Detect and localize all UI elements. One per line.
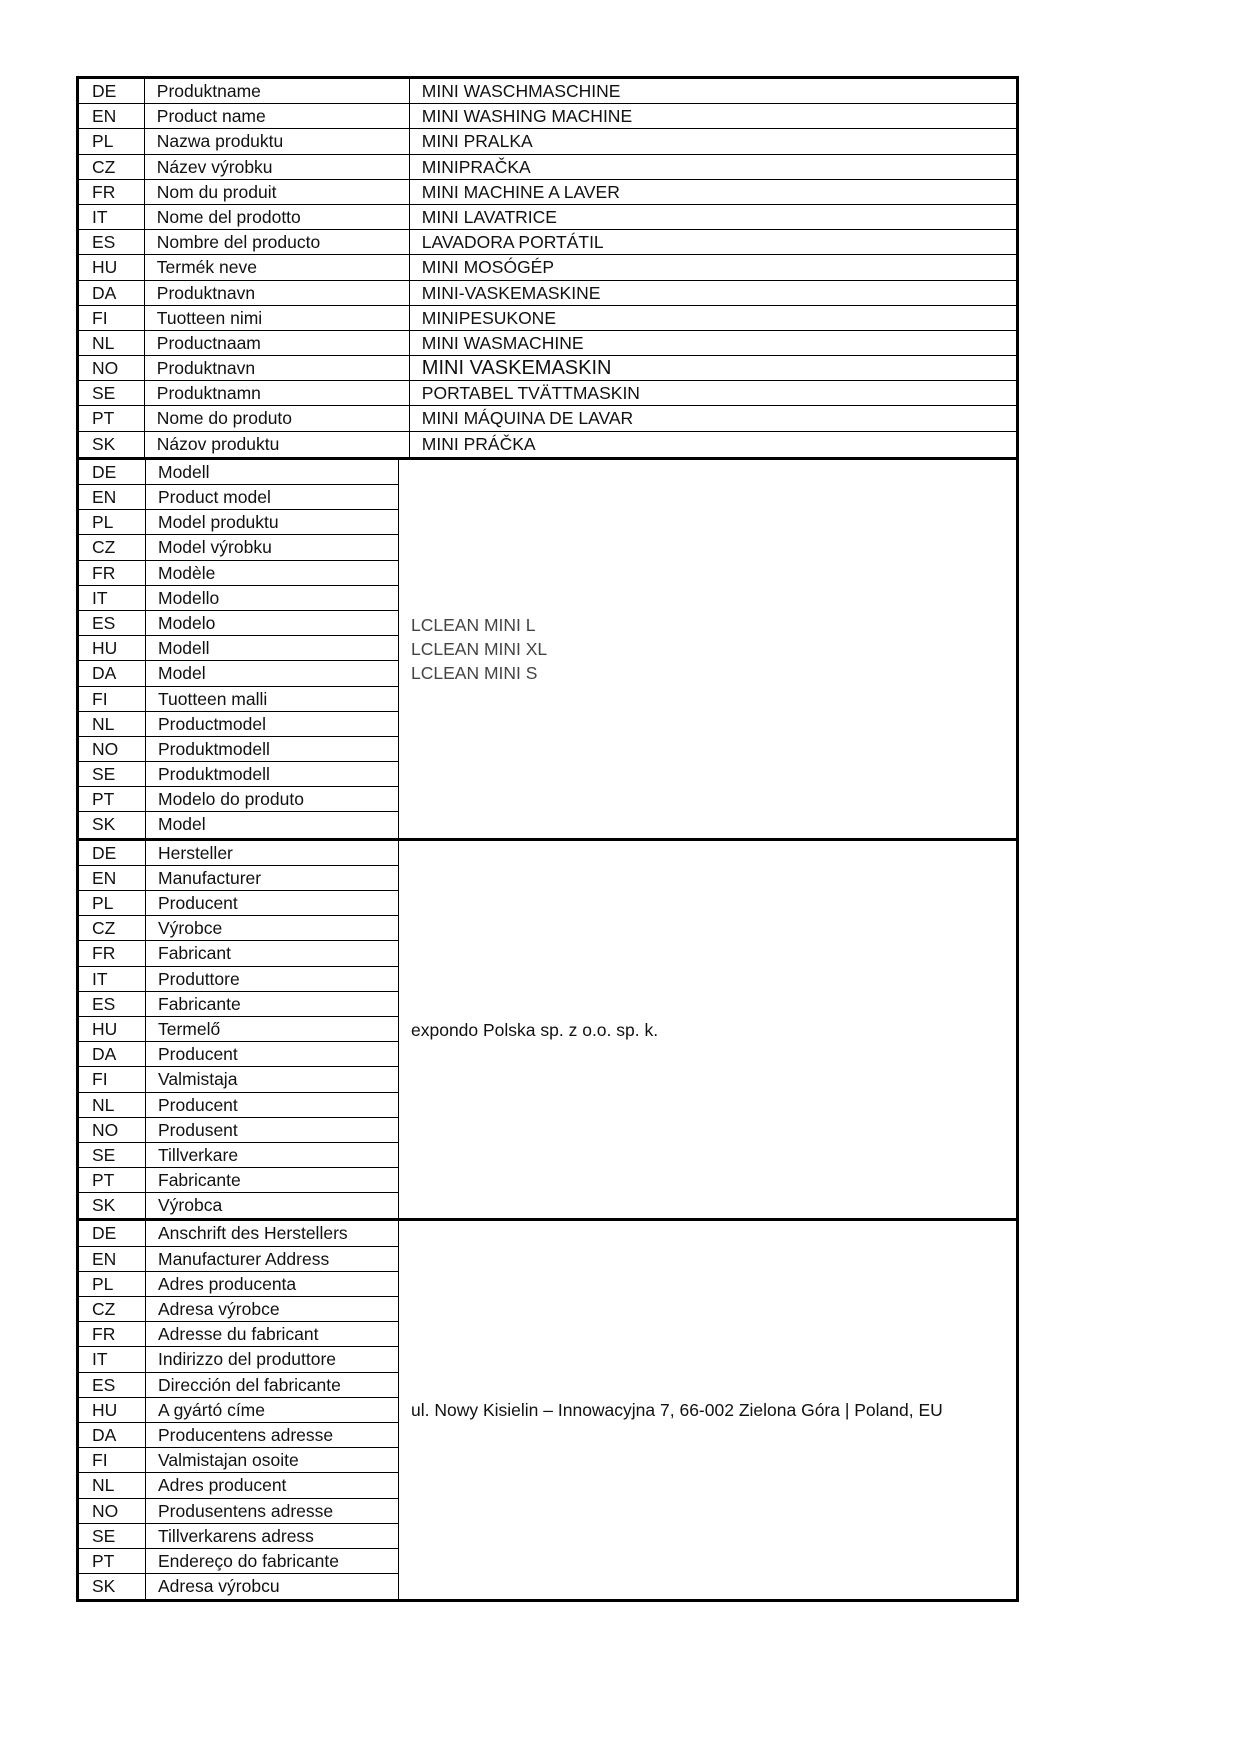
product-name-value: MINIPRAČKA <box>409 155 1016 179</box>
row-label: Valmistaja <box>158 1069 238 1090</box>
row-label: Modèle <box>158 562 216 583</box>
row-label: Manufacturer Address <box>158 1248 330 1269</box>
row-label: Modello <box>158 587 220 608</box>
table-row <box>79 1017 398 1042</box>
language-code: SE <box>79 1524 146 1548</box>
row-label: Hersteller <box>158 842 233 863</box>
language-code: PL <box>79 129 145 153</box>
row-label: Produsent <box>158 1119 238 1140</box>
table-row <box>79 891 398 916</box>
product-name-section <box>79 79 1016 460</box>
row-label: Nome del prodotto <box>156 206 301 227</box>
language-code: IT <box>79 1347 146 1371</box>
table-row <box>79 1247 398 1272</box>
row-label: Názov produktu <box>156 433 280 454</box>
language-code: PL <box>79 891 146 915</box>
table-row <box>79 205 1016 230</box>
table-row <box>79 432 1016 457</box>
row-label: Nazwa produktu <box>156 131 284 152</box>
table-row <box>79 992 398 1017</box>
row-label: Valmistajan osoite <box>158 1450 299 1471</box>
table-row <box>79 1473 398 1498</box>
row-label: Adresa výrobcu <box>158 1576 280 1597</box>
language-code: FI <box>79 687 146 711</box>
language-code: PT <box>79 406 145 430</box>
table-row <box>79 687 398 712</box>
row-label: Endereço do fabricante <box>158 1550 339 1571</box>
table-row <box>79 306 1016 331</box>
language-code: SE <box>79 381 145 405</box>
language-code: HU <box>79 1017 146 1041</box>
row-label: Model produktu <box>158 512 279 533</box>
row-label: Manufacturer <box>158 867 262 888</box>
language-code: IT <box>79 205 145 229</box>
language-code: SK <box>79 1574 146 1599</box>
product-name-value: MINI MÁQUINA DE LAVAR <box>409 406 1016 430</box>
table-row <box>79 331 1016 356</box>
language-code: PT <box>79 787 146 811</box>
language-code: ES <box>79 611 146 635</box>
table-row <box>79 1373 398 1398</box>
language-code: FR <box>79 561 146 585</box>
language-code: HU <box>79 636 146 660</box>
table-row <box>79 180 1016 205</box>
row-label: Produsentens adresse <box>158 1500 334 1521</box>
row-label: Výrobca <box>158 1195 223 1216</box>
table-row <box>79 1272 398 1297</box>
table-row <box>79 381 1016 406</box>
language-code: HU <box>79 1398 146 1422</box>
row-label: Tuotteen malli <box>158 688 268 709</box>
model-values <box>399 460 1016 838</box>
language-code: SE <box>79 762 146 786</box>
row-label: Indirizzo del produttore <box>158 1349 337 1370</box>
table-row <box>79 1168 398 1193</box>
table-row <box>79 510 398 535</box>
row-label: Adresse du fabricant <box>158 1324 319 1345</box>
table-row <box>79 967 398 992</box>
row-label: Název výrobku <box>156 156 273 177</box>
product-name-value: MINI WASHING MACHINE <box>409 104 1016 128</box>
row-label: Produktmodell <box>158 738 270 759</box>
table-row <box>79 1347 398 1372</box>
address-section <box>79 1221 1016 1599</box>
row-label: Modelo do produto <box>158 789 304 810</box>
table-row <box>79 1118 398 1143</box>
language-code: SE <box>79 1143 146 1167</box>
table-row <box>79 281 1016 306</box>
table-row <box>79 230 1016 255</box>
language-code: FR <box>79 180 145 204</box>
language-code: NO <box>79 737 146 761</box>
product-name-value: MINI WASMACHINE <box>409 331 1016 355</box>
language-code: ES <box>79 230 145 254</box>
row-label: Dirección del fabricante <box>158 1374 341 1395</box>
address-value-cell <box>399 1221 1016 1599</box>
language-code: DA <box>79 1042 146 1066</box>
row-label: Model <box>158 814 206 835</box>
language-code: NL <box>79 1473 146 1497</box>
language-code: EN <box>79 866 146 890</box>
table-row <box>79 1448 398 1473</box>
table-row <box>79 1398 398 1423</box>
product-info-table <box>76 76 1019 1602</box>
language-code: IT <box>79 967 146 991</box>
table-row <box>79 129 1016 154</box>
language-code: ES <box>79 992 146 1016</box>
table-row <box>79 1143 398 1168</box>
table-row <box>79 104 1016 129</box>
product-name-value: MINI PRÁČKA <box>409 432 1016 457</box>
table-row <box>79 460 398 485</box>
language-code: NO <box>79 356 145 380</box>
language-code: DA <box>79 281 145 305</box>
table-row <box>79 586 398 611</box>
product-name-value: PORTABEL TVÄTTMASKIN <box>409 381 1016 405</box>
language-code: DA <box>79 1423 146 1447</box>
row-label: Producent <box>158 1094 238 1115</box>
product-name-value: MINI PRALKA <box>409 129 1016 153</box>
row-label: Nombre del producto <box>156 232 321 253</box>
row-label: Adres producenta <box>158 1273 297 1294</box>
row-label: Productnaam <box>156 332 261 353</box>
table-row <box>79 1549 398 1574</box>
row-label: Producent <box>158 1044 238 1065</box>
row-label: Fabricant <box>158 943 231 964</box>
table-row <box>79 941 398 966</box>
table-row <box>79 611 398 636</box>
table-row <box>79 712 398 737</box>
table-row <box>79 155 1016 180</box>
language-code: CZ <box>79 1297 146 1321</box>
table-row <box>79 1093 398 1118</box>
row-label: Model <box>158 663 206 684</box>
row-label: Model výrobku <box>158 537 272 558</box>
row-label: Modell <box>158 461 210 482</box>
table-row <box>79 661 398 686</box>
row-label: Product name <box>156 106 266 127</box>
table-row <box>79 79 1016 104</box>
language-code: SK <box>79 1193 146 1218</box>
language-code: PL <box>79 1272 146 1296</box>
product-name-value: MINI MACHINE A LAVER <box>409 180 1016 204</box>
row-label: Modell <box>158 638 210 659</box>
table-row <box>79 1322 398 1347</box>
model-value: LCLEAN MINI XL <box>411 638 548 659</box>
row-label: Fabricante <box>158 1170 241 1191</box>
row-label: Tillverkare <box>158 1144 239 1165</box>
product-name-value: LAVADORA PORTÁTIL <box>409 230 1016 254</box>
language-code: FR <box>79 941 146 965</box>
language-code: SK <box>79 812 146 837</box>
table-row <box>79 356 1016 381</box>
row-label: Produktname <box>156 81 261 101</box>
language-code: HU <box>79 255 145 279</box>
table-row <box>79 636 398 661</box>
language-code: DE <box>79 79 145 103</box>
table-row <box>79 535 398 560</box>
address-value: ul. Nowy Kisielin – Innowacyjna 7, 66-002 Zielona Góra | Poland, EU <box>411 1400 943 1421</box>
row-label: Adres producent <box>158 1475 287 1496</box>
table-row <box>79 485 398 510</box>
language-code: FI <box>79 306 145 330</box>
language-code: CZ <box>79 535 146 559</box>
model-section <box>79 460 1016 841</box>
product-name-value: MINI WASCHMASCHINE <box>409 79 1016 103</box>
row-label: Producentens adresse <box>158 1424 334 1445</box>
language-code: EN <box>79 485 146 509</box>
language-code: PT <box>79 1168 146 1192</box>
model-value: LCLEAN MINI L <box>411 614 536 635</box>
table-row <box>79 1499 398 1524</box>
language-code: FR <box>79 1322 146 1346</box>
table-row <box>79 1042 398 1067</box>
table-row <box>79 812 398 837</box>
table-row <box>79 1193 398 1218</box>
row-label: Nom du produit <box>156 181 277 202</box>
row-label: Nome do produto <box>156 408 293 429</box>
language-code: PT <box>79 1549 146 1573</box>
language-code: PL <box>79 510 146 534</box>
table-row <box>79 866 398 891</box>
row-label: Productmodel <box>158 713 266 734</box>
row-label: Tillverkarens adress <box>158 1525 314 1546</box>
product-name-value: MINI LAVATRICE <box>409 205 1016 229</box>
language-code: CZ <box>79 916 146 940</box>
language-code: DE <box>79 841 146 865</box>
row-label: Výrobce <box>158 918 223 939</box>
row-label: Adresa výrobce <box>158 1299 280 1319</box>
row-label: Tuotteen nimi <box>156 307 263 328</box>
table-row <box>79 1574 398 1599</box>
row-label: Anschrift des Herstellers <box>158 1223 348 1244</box>
row-label: Produktnamn <box>156 383 261 404</box>
language-code: DE <box>79 1221 146 1245</box>
product-name-value: MINI VASKEMASKIN <box>409 356 1016 380</box>
language-code: NL <box>79 331 145 355</box>
product-name-value: MINI MOSÓGÉP <box>409 255 1016 279</box>
row-label: Produktnavn <box>156 358 256 379</box>
table-row <box>79 1524 398 1549</box>
table-row <box>79 1221 398 1246</box>
language-code: DE <box>79 460 146 484</box>
table-row <box>79 1423 398 1448</box>
manufacturer-section <box>79 841 1016 1222</box>
product-name-value: MINIPESUKONE <box>409 306 1016 330</box>
table-row <box>79 916 398 941</box>
language-code: CZ <box>79 155 145 179</box>
language-code: SK <box>79 432 145 457</box>
language-code: ES <box>79 1373 146 1397</box>
manufacturer-value: expondo Polska sp. z o.o. sp. k. <box>411 1019 659 1040</box>
language-code: IT <box>79 586 146 610</box>
row-label: Produktnavn <box>156 282 256 303</box>
row-label: Termék neve <box>156 257 257 278</box>
language-code: EN <box>79 1247 146 1271</box>
row-label: Fabricante <box>158 993 241 1014</box>
table-row <box>79 1297 398 1322</box>
row-label: Product model <box>158 487 271 507</box>
language-code: NL <box>79 1093 146 1117</box>
language-code: FI <box>79 1067 146 1091</box>
language-code: NO <box>79 1499 146 1523</box>
table-row <box>79 841 398 866</box>
table-row <box>79 762 398 787</box>
row-label: Termelő <box>158 1018 221 1039</box>
language-code: FI <box>79 1448 146 1472</box>
row-label: A gyártó címe <box>158 1399 265 1420</box>
language-code: DA <box>79 661 146 685</box>
manufacturer-value-cell <box>399 841 1016 1219</box>
row-label: Produktmodell <box>158 764 270 785</box>
table-row <box>79 406 1016 431</box>
language-code: EN <box>79 104 145 128</box>
row-label: Produttore <box>158 968 240 989</box>
model-value: LCLEAN MINI S <box>411 662 538 683</box>
row-label: Producent <box>158 893 238 913</box>
language-code: NL <box>79 712 146 736</box>
table-row <box>79 255 1016 280</box>
table-row <box>79 561 398 586</box>
table-row <box>79 787 398 812</box>
table-row <box>79 737 398 762</box>
language-code: NO <box>79 1118 146 1142</box>
row-label: Modelo <box>158 612 216 633</box>
product-name-value: MINI-VASKEMASKINE <box>409 281 1016 305</box>
table-row <box>79 1067 398 1092</box>
